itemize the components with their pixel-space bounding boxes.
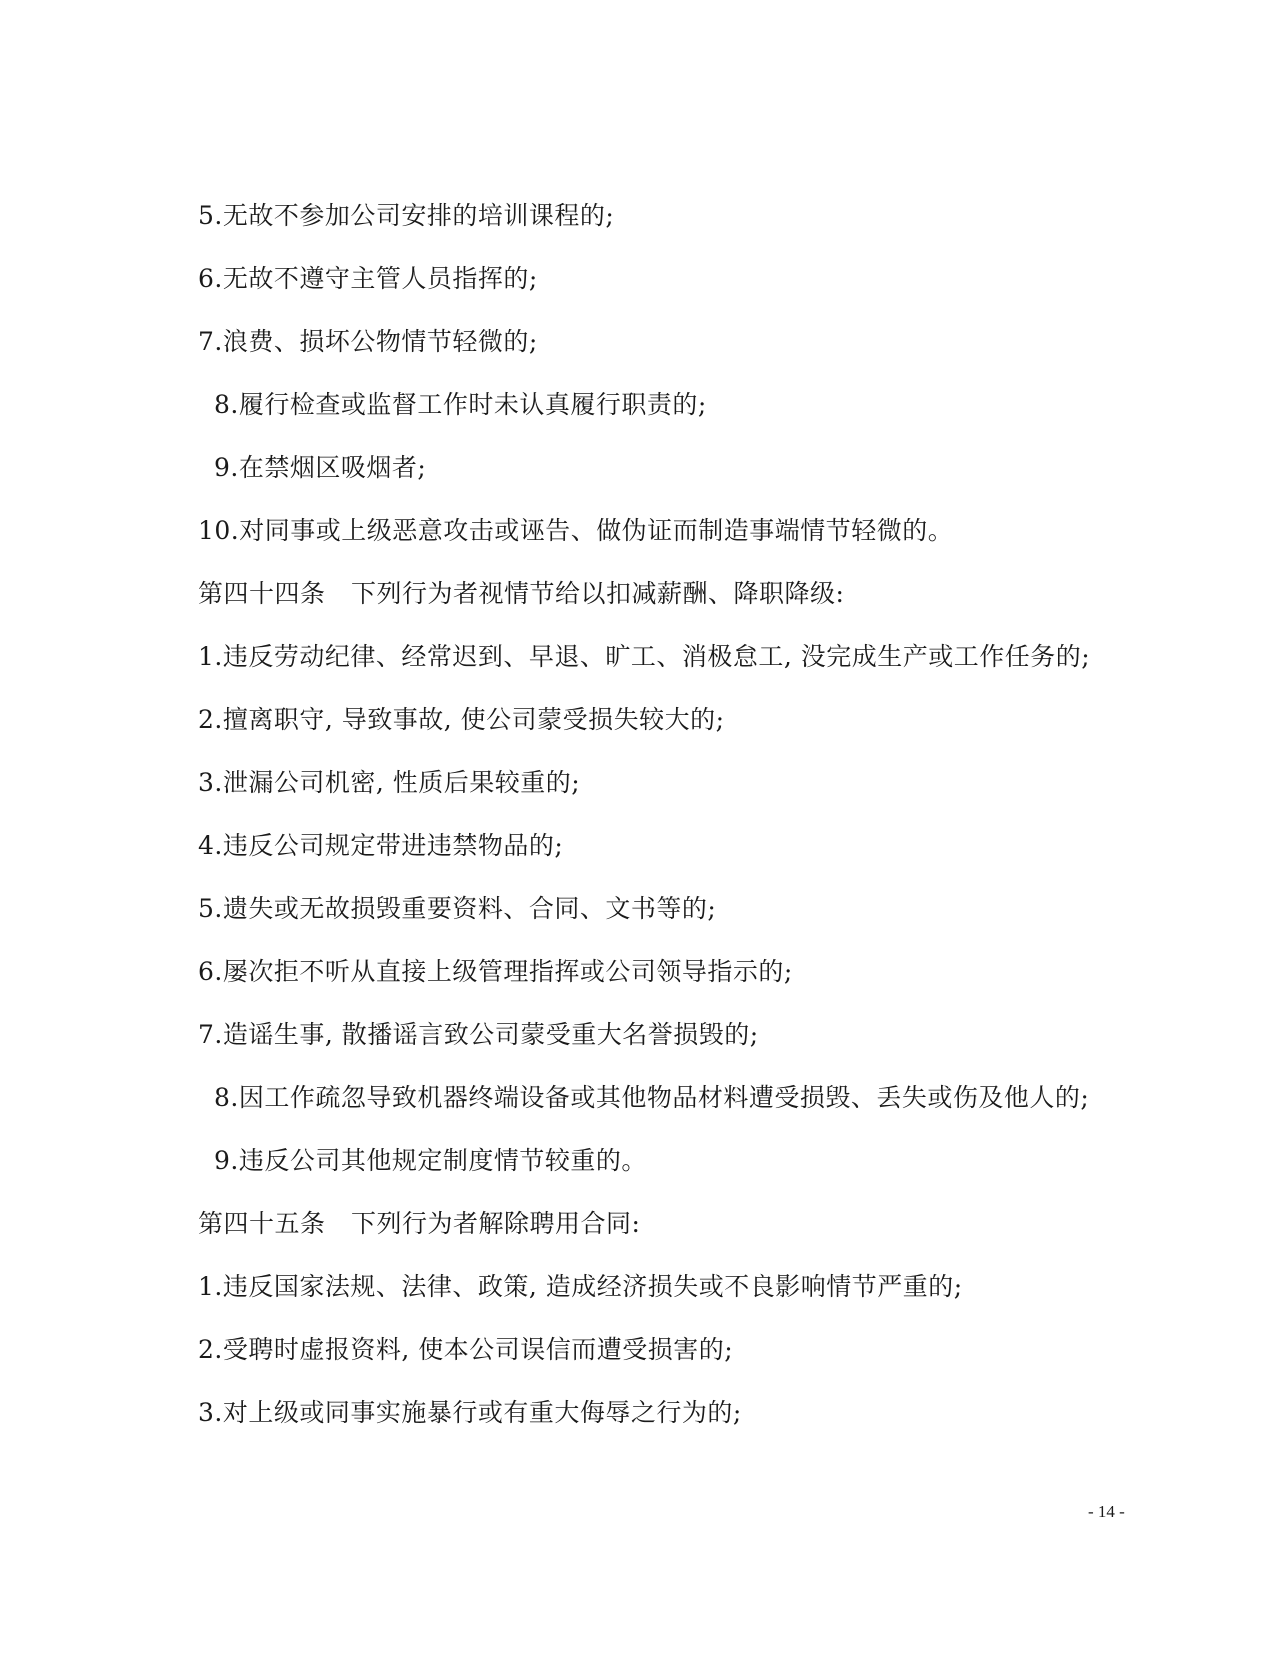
page-number: - 14 - xyxy=(1088,1502,1125,1521)
clause-line: 9.违反公司其他规定制度情节较重的。 xyxy=(214,1146,647,1175)
clause-line: 5.无故不参加公司安排的培训课程的; xyxy=(198,201,615,230)
clause-line: 1.违反劳动纪律、经常迟到、早退、旷工、消极怠工, 没完成生产或工作任务的; xyxy=(198,642,1091,671)
clause-line: 5.遗失或无故损毁重要资料、合同、文书等的; xyxy=(198,894,717,923)
clause-line: 2.受聘时虚报资料, 使本公司误信而遭受损害的; xyxy=(198,1335,734,1364)
clause-line: 4.违反公司规定带进违禁物品的; xyxy=(198,831,564,860)
clause-line: 3.泄漏公司机密, 性质后果较重的; xyxy=(198,768,581,797)
clause-line: 3.对上级或同事实施暴行或有重大侮辱之行为的; xyxy=(198,1398,742,1427)
clause-line: 9.在禁烟区吸烟者; xyxy=(214,453,427,482)
clause-line: 6.无故不遵守主管人员指挥的; xyxy=(198,264,538,293)
clause-line: 7.造谣生事, 散播谣言致公司蒙受重大名誉损毁的; xyxy=(198,1020,759,1049)
clause-line: 1.违反国家法规、法律、政策, 造成经济损失或不良影响情节严重的; xyxy=(198,1272,963,1301)
clause-line: 8.履行检查或监督工作时未认真履行职责的; xyxy=(214,390,707,419)
clause-line: 6.屡次拒不听从直接上级管理指挥或公司领导指示的; xyxy=(198,957,793,986)
clause-line: 10.对同事或上级恶意攻击或诬告、做伪证而制造事端情节轻微的。 xyxy=(198,516,954,545)
clause-line: 2.擅离职守, 导致事故, 使公司蒙受损失较大的; xyxy=(198,705,725,734)
article-heading: 第四十四条 下列行为者视情节给以扣减薪酬、降职降级: xyxy=(198,579,845,608)
clause-line: 7.浪费、损坏公物情节轻微的; xyxy=(198,327,538,356)
clause-line: 8.因工作疏忽导致机器终端设备或其他物品材料遭受损毁、丢失或伤及他人的; xyxy=(214,1083,1090,1112)
article-heading: 第四十五条 下列行为者解除聘用合同: xyxy=(198,1209,641,1238)
